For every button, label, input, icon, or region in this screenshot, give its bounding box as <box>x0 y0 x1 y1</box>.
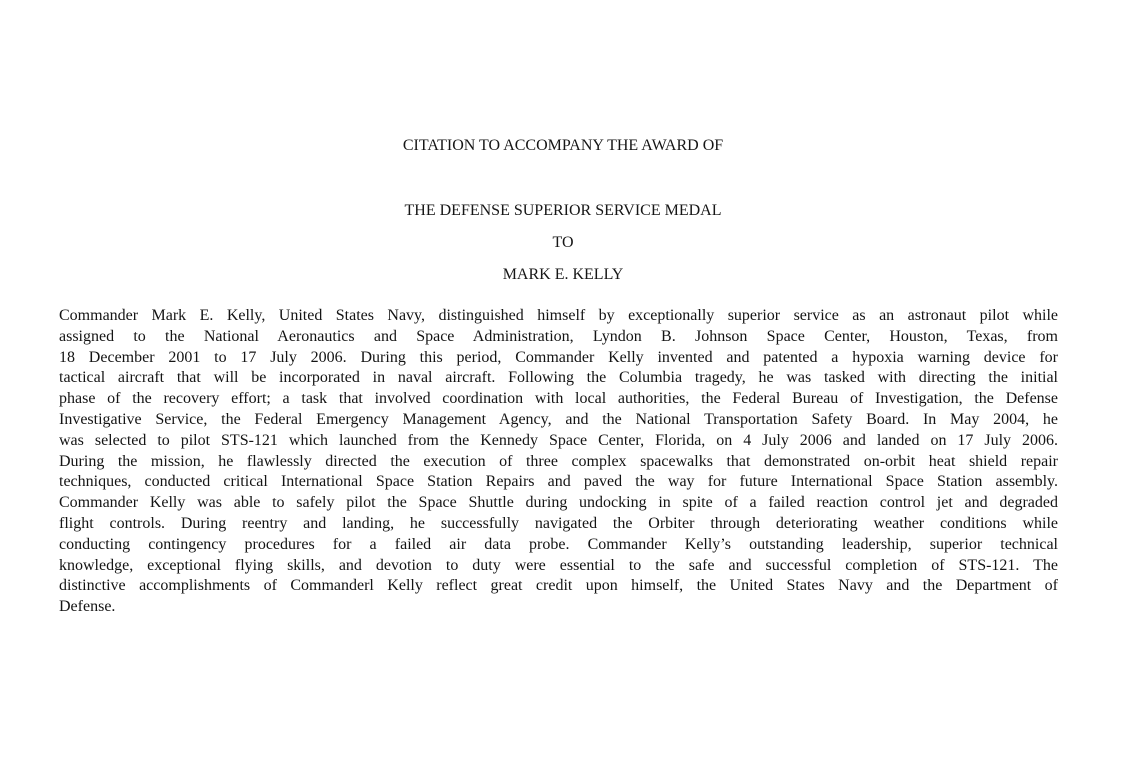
citation-line: tactical aircraft that will be incorporated in naval aircraft. Following the Columbia tragedy, he was tasked with directing the initial <box>59 369 1058 387</box>
citation-line: conducting contingency procedures for a failed air data probe. Commander Kelly’s outstanding leadership, superior technical <box>59 535 1058 553</box>
citation-line: Investigative Service, the Federal Emergency Management Agency, and the National Transportation Safety Board. In May 2004, he <box>59 410 1058 428</box>
to-label: TO <box>552 234 574 251</box>
citation-line: During the mission, he flawlessly directed the execution of three complex spacewalks that demonstrated on-orbit heat shield repair <box>59 452 1058 470</box>
citation-line: distinctive accomplishments of Commanderl Kelly reflect great credit upon himself, the United States Navy and the Department of <box>59 577 1058 595</box>
citation-line: flight controls. During reentry and landing, he successfully navigated the Orbiter through deteriorating weather conditions while <box>59 514 1058 532</box>
citation-line: was selected to pilot STS-121 which launched from the Kennedy Space Center, Florida, on 4 July 2006 and landed on 17 July 2006. <box>59 431 1058 449</box>
citation-line: Commander Kelly was able to safely pilot the Space Shuttle during undocking in spite of a failed reaction control jet and degraded <box>59 494 1058 512</box>
citation-line: Defense. <box>59 598 116 616</box>
citation-line: knowledge, exceptional flying skills, and devotion to duty were essential to the safe and successful completion of STS-121. The <box>59 556 1058 574</box>
citation-line: phase of the recovery effort; a task that involved coordination with local authorities, the Federal Bureau of Investigation, the Defense <box>59 390 1058 408</box>
citation-body <box>59 306 1058 618</box>
citation-line: 18 December 2001 to 17 July 2006. During this period, Commander Kelly invented and patented a hypoxia warning device for <box>59 348 1058 366</box>
medal-title: THE DEFENSE SUPERIOR SERVICE MEDAL <box>404 202 722 219</box>
citation-line: Commander Mark E. Kelly, United States Navy, distinguished himself by exceptionally superior service as an astronaut pilot while <box>59 307 1058 324</box>
recipient-name: MARK E. KELLY <box>502 266 624 283</box>
citation-line: assigned to the National Aeronautics and Space Administration, Lyndon B. Johnson Space Center, Houston, Texas, from <box>59 327 1058 345</box>
citation-line: techniques, conducted critical International Space Station Repairs and paved the way for future International Space Station assembly. <box>59 473 1058 491</box>
citation-heading: CITATION TO ACCOMPANY THE AWARD OF <box>402 137 724 154</box>
